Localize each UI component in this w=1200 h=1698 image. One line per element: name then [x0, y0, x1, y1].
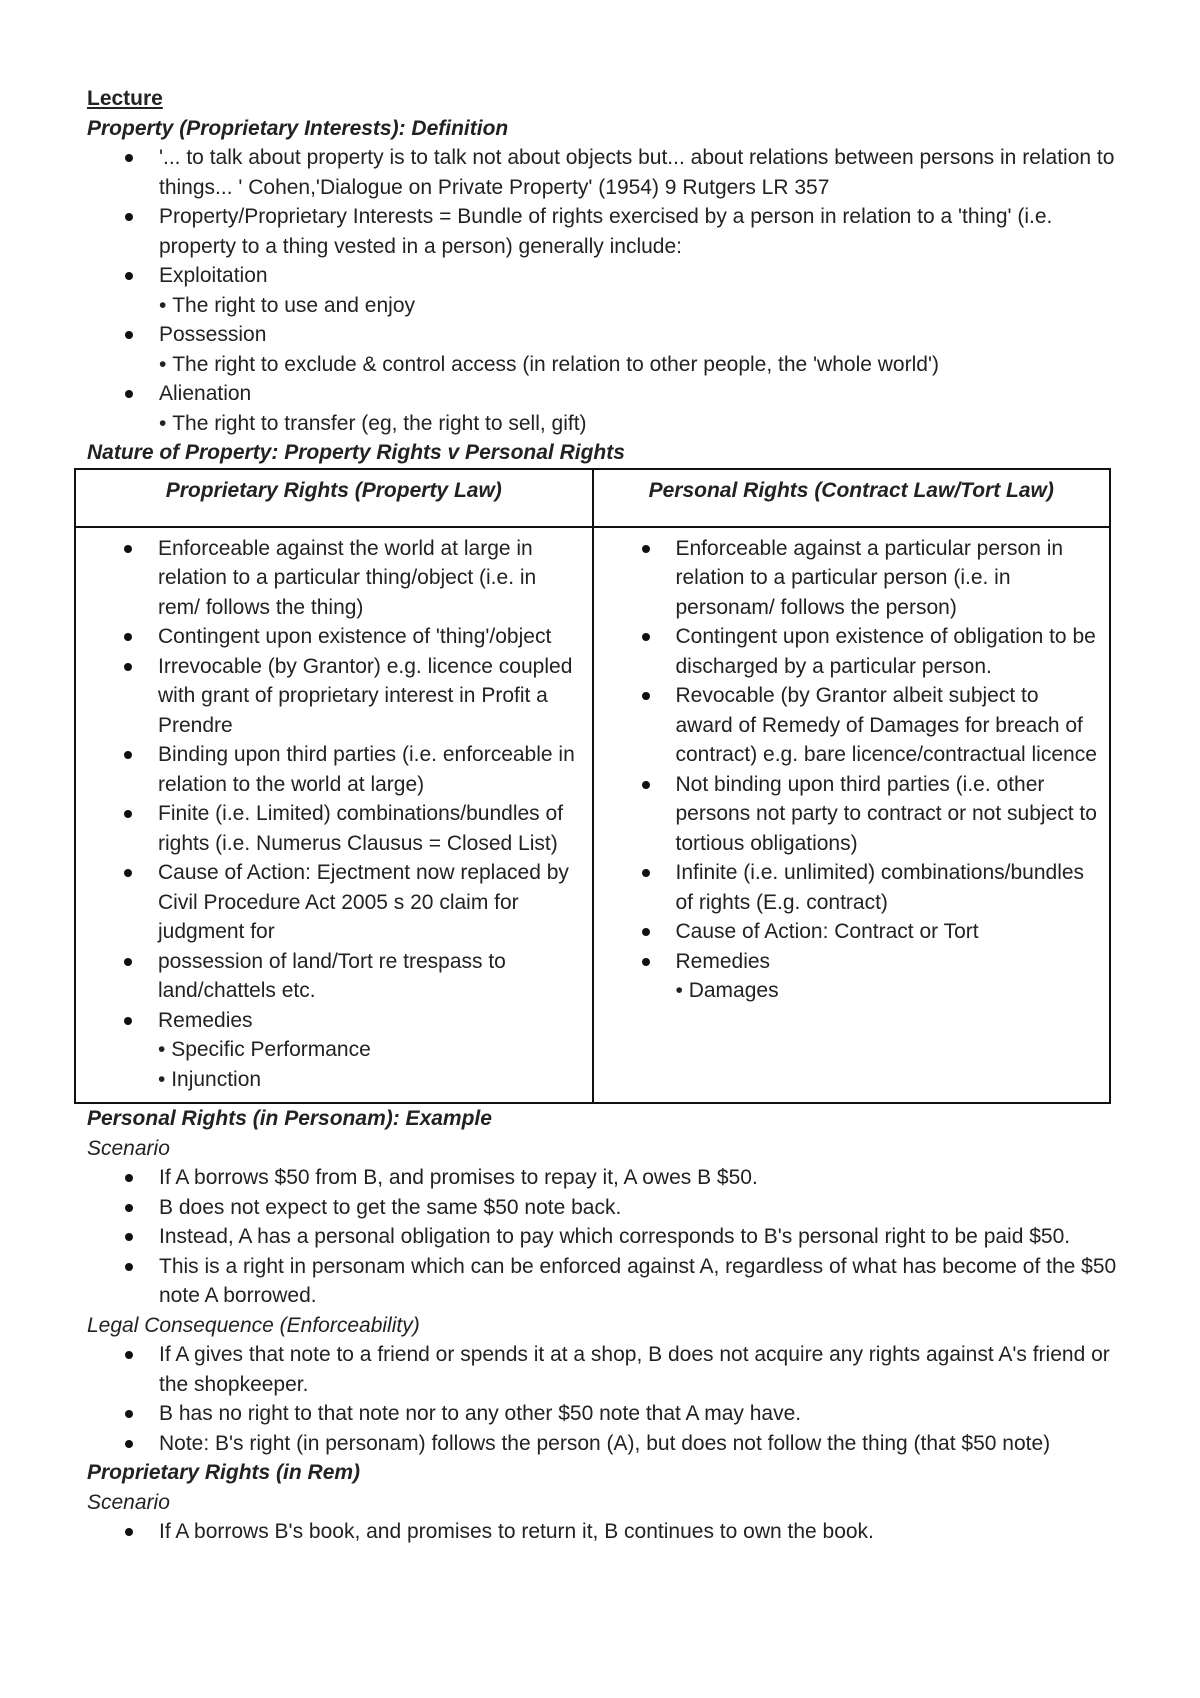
sub-item: • Specific Performance [158, 1035, 582, 1065]
list-item: If A gives that note to a friend or spends it at a shop, B does not acquire any rights against A's friend or the shopkeeper. [159, 1340, 1117, 1399]
list-item: Remedies • Damages [676, 947, 1100, 1006]
list-item: This is a right in personam which can be enforced against A, regardless of what has become of the $50 note A borrowed. [159, 1252, 1117, 1311]
sub-item: • The right to use and enjoy [159, 291, 1117, 321]
list-item: Enforceable against a particular person in relation to a particular person (i.e. in personam/ follows the person) [676, 534, 1100, 623]
list-item: Finite (i.e. Limited) combinations/bundles of rights (i.e. Numerus Clausus = Closed List) [158, 799, 582, 858]
list-item: Contingent upon existence of obligation to be discharged by a particular person. [676, 622, 1100, 681]
list-item: If A borrows $50 from B, and promises to repay it, A owes B $50. [159, 1163, 1117, 1193]
personal-scenario-list [87, 1163, 1117, 1311]
sub-item: • Damages [676, 976, 1100, 1006]
definition-heading: Property (Proprietary Interests): Definition [87, 116, 509, 140]
list-item: If A borrows B's book, and promises to return it, B continues to own the book. [159, 1517, 1117, 1547]
personal-rights-heading: Personal Rights (in Personam): Example [87, 1107, 492, 1130]
consequence-label: Legal Consequence (Enforceability) [87, 1313, 420, 1337]
list-item: Cause of Action: Ejectment now replaced by Civil Procedure Act 2005 s 20 claim for judgment for [158, 858, 582, 947]
list-item: Property/Proprietary Interests = Bundle of rights exercised by a person in relation to a 'thing' (i.e. property to a thing vested in a person) generally include: [159, 202, 1117, 261]
list-item: '... to talk about property is to talk not about objects but... about relations between persons in relation to things... ' Cohen,'Dialogue on Private Property' (1954) 9 Rutgers LR 357 [159, 143, 1117, 202]
list-item: B has no right to that note nor to any other $50 note that A may have. [159, 1399, 1117, 1429]
list-item: Instead, A has a personal obligation to pay which corresponds to B's personal right to be paid $50. [159, 1222, 1117, 1252]
definition-list [87, 143, 1117, 438]
list-item: Contingent upon existence of 'thing'/object [158, 622, 582, 652]
sub-item: • Injunction [158, 1065, 582, 1095]
list-item: possession of land/Tort re trespass to land/chattels etc. [158, 947, 582, 1006]
sub-item: • The right to exclude & control access (in relation to other people, the 'whole world') [159, 350, 1117, 380]
proprietary-rights-heading: Proprietary Rights (in Rem) [87, 1461, 361, 1484]
lecture-heading: Lecture [87, 87, 163, 110]
table-cell-proprietary [75, 527, 593, 1104]
proprietary-list [76, 534, 582, 1095]
scenario-label: Scenario [87, 1490, 170, 1514]
list-item: Revocable (by Grantor albeit subject to award of Remedy of Damages for breach of contract) e.g. bare licence/contractual licence [676, 681, 1100, 770]
table-header-proprietary: Proprietary Rights (Property Law) [75, 469, 593, 527]
list-item: Cause of Action: Contract or Tort [676, 917, 1100, 947]
table-header-personal: Personal Rights (Contract Law/Tort Law) [593, 469, 1111, 527]
scenario-label: Scenario [87, 1136, 170, 1160]
document-page [87, 84, 1117, 1547]
list-item: Possession • The right to exclude & control access (in relation to other people, the 'whole world') [159, 320, 1117, 379]
list-item: Alienation • The right to transfer (eg, the right to sell, gift) [159, 379, 1117, 438]
list-item: Enforceable against the world at large in relation to a particular thing/object (i.e. in rem/ follows the thing) [158, 534, 582, 623]
list-item: Remedies • Specific Performance • Injunction [158, 1006, 582, 1095]
list-item: Note: B's right (in personam) follows the person (A), but does not follow the thing (that $50 note) [159, 1429, 1117, 1459]
list-item: B does not expect to get the same $50 note back. [159, 1193, 1117, 1223]
comparison-table [74, 468, 1111, 1105]
personal-list [594, 534, 1100, 1006]
table-cell-personal [593, 527, 1111, 1104]
proprietary-scenario-list [87, 1517, 1117, 1547]
list-item: Binding upon third parties (i.e. enforceable in relation to the world at large) [158, 740, 582, 799]
list-item: Irrevocable (by Grantor) e.g. licence coupled with grant of proprietary interest in Profit a Prendre [158, 652, 582, 741]
nature-heading: Nature of Property: Property Rights v Personal Rights [87, 441, 625, 464]
consequence-list [87, 1340, 1117, 1458]
list-item: Infinite (i.e. unlimited) combinations/bundles of rights (E.g. contract) [676, 858, 1100, 917]
list-item: Exploitation • The right to use and enjoy [159, 261, 1117, 320]
sub-item: • The right to transfer (eg, the right to sell, gift) [159, 409, 1117, 439]
list-item: Not binding upon third parties (i.e. other persons not party to contract or not subject to tortious obligations) [676, 770, 1100, 859]
